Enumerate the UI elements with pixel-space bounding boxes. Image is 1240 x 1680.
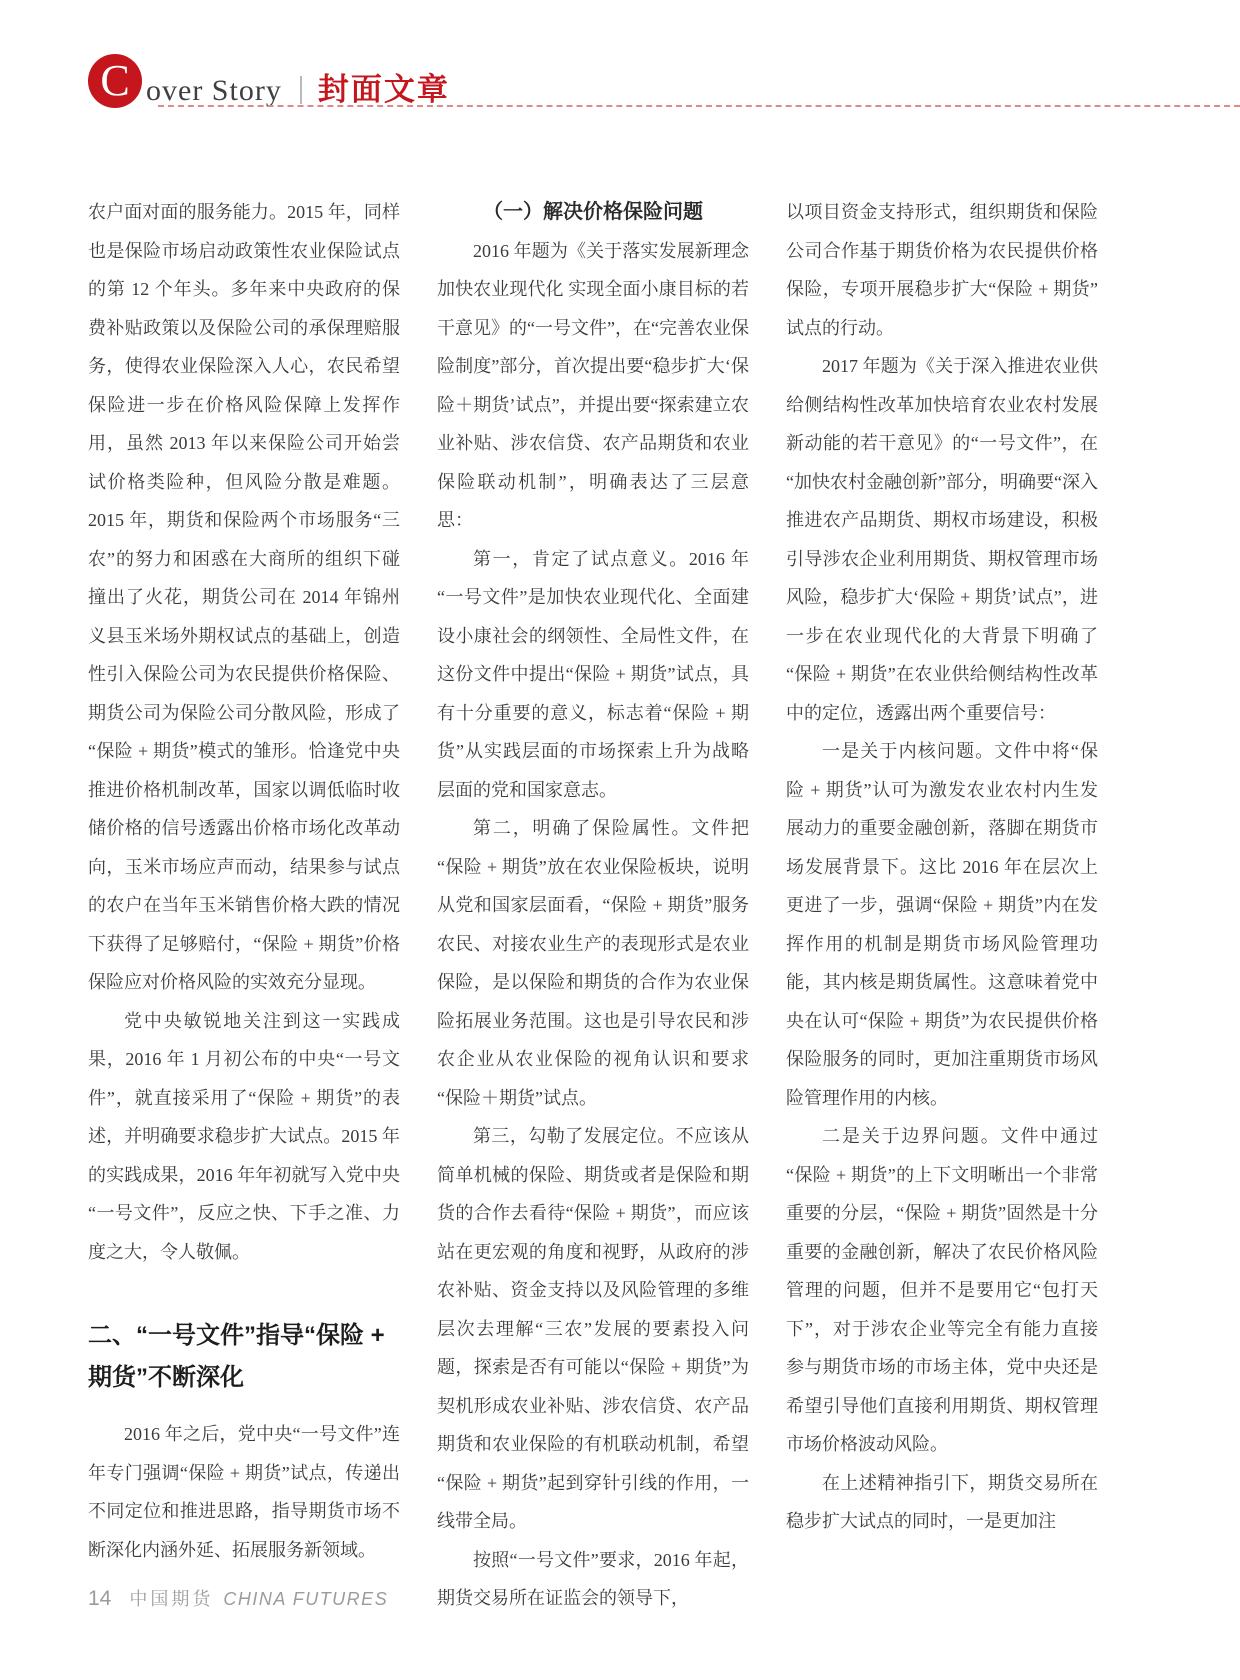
paragraph: 第一，肯定了试点意义。2016 年“一号文件”是加快农业现代化、全面建设小康社会的纲领性、全局性文件，在这份文件中提出“保险 + 期货”试点，具有十分重要的意义，标志着“保险 + 期货”从实践层面的市场探索上升为战略层面的党和国家意志。 bbox=[437, 548, 749, 800]
magazine-name-zh: 中国期货 bbox=[129, 1589, 214, 1609]
header-title-en: over Story bbox=[146, 74, 282, 107]
paragraph: 二是关于边界问题。文件中通过“保险 + 期货”的上下文明晰出一个非常重要的分层，“保险 + 期货”固然是十分重要的金融创新，解决了农民价格风险管理的问题，但并不是要用它“包打天下”，对于涉农企业等完全有能力直接参与期货市场的市场主体，党中央还是希望引导他们直接利用期货、期权管理市场价格波动风险。 bbox=[786, 1126, 1098, 1454]
header-title-zh: 封面文章 bbox=[317, 72, 450, 107]
sub-heading: （一）解决价格保险问题 bbox=[483, 201, 703, 223]
page-header bbox=[88, 50, 450, 108]
paragraph: 2016 年之后，党中央“一号文件”连年专门强调“保险 + 期货”试点，传递出不同定位和推进思路，指导期货市场不断深化内涵外延、拓展服务新领域。 bbox=[88, 1424, 400, 1560]
paragraph: 按照“一号文件”要求，2016 年起，期货交易所在证监会的领导下， bbox=[437, 1549, 749, 1608]
article-column-1 bbox=[88, 193, 400, 1618]
page-footer bbox=[88, 1585, 388, 1611]
article-column-2 bbox=[437, 193, 749, 1618]
paragraph: 2017 年题为《关于深入推进农业供给侧结构性改革加快培育农业农村发展新动能的若干意见》的“一号文件”，在“加快农村金融创新”部分，明确要“深入推进农产品期货、期权市场建设，积极引导涉农企业利用期货、期权管理市场风险，稳步扩大‘保险 + 期货’试点”，进一步在农业现代化的大背景下明确了“保险 + 期货”在农业供给侧结构性改革中的定位，透露出两个重要信号： bbox=[786, 356, 1098, 723]
magazine-name-en: CHINA FUTURES bbox=[223, 1589, 389, 1609]
paragraph: 第三，勾勒了发展定位。不应该从简单机械的保险、期货或者是保险和期货的合作去看待“保险 + 期货”，而应该站在更宏观的角度和视野，从政府的涉农补贴、资金支持以及风险管理的多维层次去理解“三农”发展的要素投入问题，探索是否有可能以“保险 + 期货”为契机形成农业补贴、涉农信贷、农产品期货和农业保险的有机联动机制，希望“保险 + 期货”起到穿针引线的作用，一线带全局。 bbox=[437, 1126, 749, 1531]
dropcap-letter: C bbox=[100, 56, 130, 105]
paragraph: 2016 年题为《关于落实发展新理念加快农业现代化 实现全面小康目标的若干意见》的“一号文件”，在“完善农业保险制度”部分，首次提出要“稳步扩大‘保险＋期货’试点”，并提出要“探索建立农业补贴、涉农信贷、农产品期货和农业保险联动机制”，明确表达了三层意思： bbox=[437, 240, 749, 530]
paragraph: 在上述精神指引下，期货交易所在稳步扩大试点的同时，一是更加注 bbox=[786, 1472, 1098, 1531]
paragraph: 一是关于内核问题。文件中将“保险 + 期货”认可为激发农业农村内生发展动力的重要金融创新，落脚在期货市场发展背景下。这比 2016 年在层次上更进了一步，强调“保险 + 期货”内在发挥作用的机制是期货市场风险管理功能，其内核是期货属性。这意味着党中央在认可“保险 + 期货”为农民提供价格保险服务的同时，更加注重期货市场风险管理作用的内核。 bbox=[786, 741, 1098, 1108]
page-number: 14 bbox=[88, 1587, 112, 1610]
paragraph: 以项目资金支持形式，组织期货和保险公司合作基于期货价格为农民提供价格保险，专项开展稳步扩大“保险 + 期货”试点的行动。 bbox=[786, 202, 1098, 338]
cover-story-dropcap bbox=[88, 54, 142, 108]
article-column-3 bbox=[786, 193, 1098, 1618]
article-body bbox=[88, 193, 1098, 1618]
paragraph: 第二，明确了保险属性。文件把“保险 + 期货”放在农业保险板块，说明从党和国家层面看，“保险 + 期货”服务农民、对接农业生产的表现形式是农业保险，是以保险和期货的合作为农业保险拓展业务范围。这也是引导农民和涉农企业从农业保险的视角认识和要求“保险＋期货”试点。 bbox=[437, 818, 749, 1108]
section-heading: 二、“一号文件”指导“保险 + 期货”不断深化 bbox=[88, 1322, 385, 1391]
header-divider bbox=[300, 76, 302, 104]
header-dashed-rule bbox=[158, 105, 1240, 107]
paragraph: 党中央敏锐地关注到这一实践成果，2016 年 1 月初公布的中央“一号文件”，就直接采用了“保险 + 期货”的表述，并明确要求稳步扩大试点。2015 年的实践成果，2016 年年初就写入党中央“一号文件”，反应之快、下手之准、力度之大，令人敬佩。 bbox=[88, 1010, 400, 1262]
paragraph: 农户面对面的服务能力。2015 年，同样也是保险市场启动政策性农业保险试点的第 12 个年头。多年来中央政府的保费补贴政策以及保险公司的承保理赔服务，使得农业保险深入人心，农民希望保险进一步在价格风险保障上发挥作用，虽然 2013 年以来保险公司开始尝试价格类险种，但风险分散是难题。2015 年，期货和保险两个市场服务“三农”的努力和困惑在大商所的组织下碰撞出了火花，期货公司在 2014 年锦州义县玉米场外期权试点的基础上，创造性引入保险公司为农民提供价格保险、期货公司为保险公司分散风险，形成了“保险 + 期货”模式的雏形。恰逢党中央推进价格机制改革，国家以调低临时收储价格的信号透露出价格市场化改革动向，玉米市场应声而动，结果参与试点的农户在当年玉米销售价格大跌的情况下获得了足够赔付，“保险 + 期货”价格保险应对价格风险的实效充分显现。 bbox=[88, 202, 400, 992]
